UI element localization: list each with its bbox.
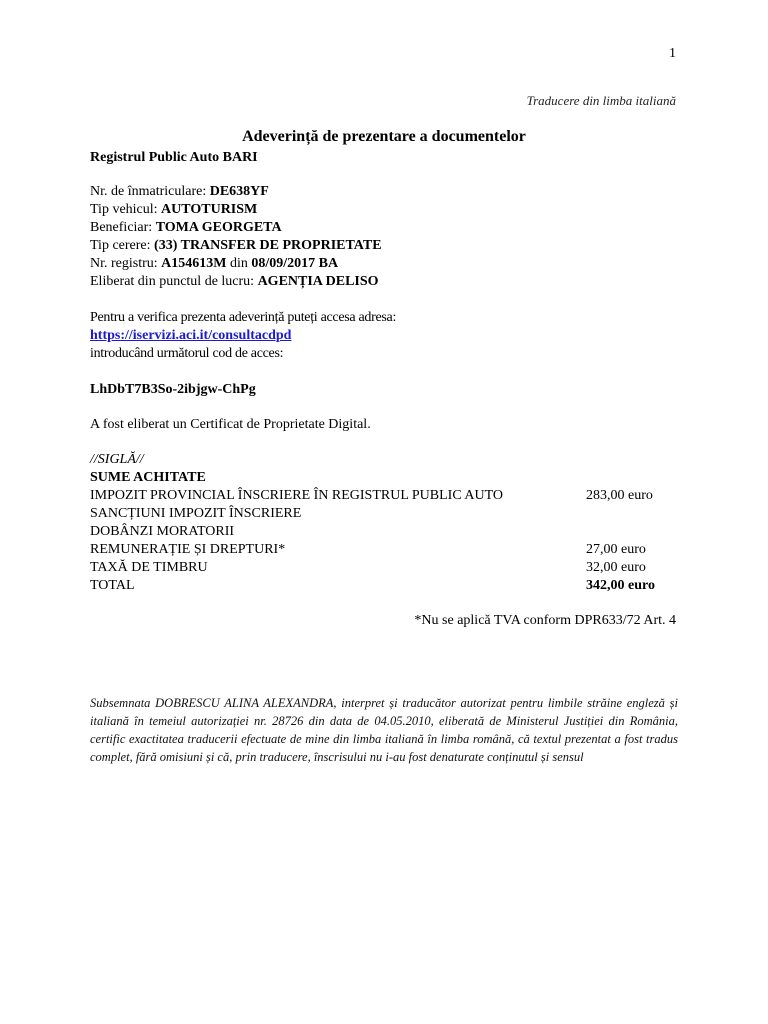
code-intro: introducând următorul cod de acces: bbox=[90, 346, 284, 361]
field-request-type bbox=[90, 237, 382, 255]
payment-row-amount: 283,00 euro bbox=[586, 488, 653, 503]
payment-row-label: TAXĂ DE TIMBRU bbox=[90, 560, 208, 575]
field-label: Nr. registru: bbox=[90, 256, 162, 271]
payment-total-amount: 342,00 euro bbox=[586, 578, 655, 593]
field-connector: din bbox=[226, 256, 252, 271]
field-vehicle-type bbox=[90, 201, 257, 219]
payment-row-label: DOBÂNZI MORATORII bbox=[90, 524, 235, 539]
field-label: Nr. de înmatriculare: bbox=[90, 184, 210, 199]
verify-link[interactable]: https://iservizi.aci.it/consultacdpd bbox=[90, 328, 292, 343]
field-registry-number bbox=[90, 255, 338, 273]
field-value: (33) TRANSFER DE PROPRIETATE bbox=[154, 238, 382, 253]
vat-footnote: *Nu se aplică TVA conform DPR633/72 Art. 4 bbox=[414, 613, 676, 628]
field-label: Eliberat din punctul de lucru: bbox=[90, 274, 258, 289]
field-beneficiary bbox=[90, 219, 282, 237]
field-value: AGENȚIA DELISO bbox=[257, 274, 379, 289]
payment-row-label: IMPOZIT PROVINCIAL ÎNSCRIERE ÎN REGISTRUL PUBLIC AUTO bbox=[90, 488, 504, 503]
payment-total-label: TOTAL bbox=[90, 578, 135, 593]
payment-row-amount: 27,00 euro bbox=[586, 542, 646, 557]
field-date: 08/09/2017 BA bbox=[251, 256, 339, 271]
certificate-issued-text: A fost eliberat un Certificat de Proprietate Digital. bbox=[90, 417, 371, 432]
field-value: A154613M bbox=[161, 256, 227, 271]
field-value: DE638YF bbox=[209, 184, 269, 199]
translator-certification: Subsemnata DOBRESCU ALINA ALEXANDRA, interpret și traducător autorizat pentru limbile străine engleză și italiană în temeiul autorizației nr. 28726 din data de 04.05.2010, eliberată de Ministerul Justiției din România, certific exactitatea traducerii efectuate de mine din limba italiană în limba română, că textul prezentat a fost tradus complet, fără omisiuni și că, prin traducere, înscrisului nu i-au fost denaturate conținutul și sensul bbox=[90, 696, 678, 764]
payments-heading: SUME ACHITATE bbox=[90, 470, 206, 485]
verify-text: Pentru a verifica prezenta adeverință puteți accesa adresa: bbox=[90, 310, 397, 325]
field-value: TOMA GEORGETA bbox=[155, 220, 282, 235]
field-plate bbox=[90, 183, 269, 201]
field-label: Tip vehicul: bbox=[90, 202, 162, 217]
field-label: Tip cerere: bbox=[90, 238, 155, 253]
verify-link-line bbox=[90, 327, 291, 345]
payment-row-amount: 32,00 euro bbox=[586, 560, 646, 575]
logo-placeholder-note: //SIGLĂ// bbox=[90, 452, 144, 467]
payment-row-label: REMUNERAȚIE ȘI DREPTURI* bbox=[90, 542, 286, 557]
registry-name: Registrul Public Auto BARI bbox=[90, 150, 258, 165]
translation-note: Traducere din limba italiană bbox=[526, 93, 676, 108]
field-issued-from bbox=[90, 273, 379, 291]
document-title: Adeverință de prezentare a documentelor bbox=[242, 128, 526, 145]
payment-row-label: SANCȚIUNI IMPOZIT ÎNSCRIERE bbox=[90, 506, 302, 521]
page-number: 1 bbox=[669, 46, 676, 61]
access-code: LhDbT7B3So-2ibjgw-ChPg bbox=[90, 382, 256, 397]
field-value: AUTOTURISM bbox=[161, 202, 258, 217]
field-label: Beneficiar: bbox=[90, 220, 156, 235]
